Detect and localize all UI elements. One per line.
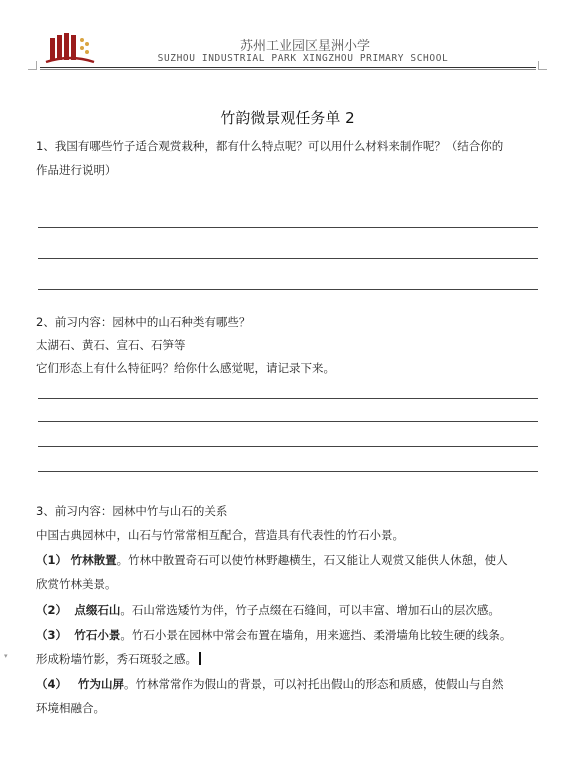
- text-cursor: [199, 652, 201, 665]
- q3-item-4-line2: 环境相融合。: [36, 701, 105, 715]
- answer-line[interactable]: [38, 398, 538, 399]
- answer-line[interactable]: [38, 227, 538, 228]
- header-rule-thin: [40, 69, 536, 70]
- q3-item-1-line1: [36, 553, 508, 567]
- margin-corner-right: [538, 61, 547, 70]
- item-text: 。竹石小景在园林中常会布置在墙角，用来遮挡、柔滑墙角比较生硬的线条。: [120, 628, 512, 642]
- answer-line[interactable]: [38, 446, 538, 447]
- item-text: 。竹林常常作为假山的背景，可以衬托出假山的形态和质感，使假山与自然: [123, 677, 504, 691]
- item-number: （1）: [36, 553, 68, 567]
- q2-followup: 它们形态上有什么特征吗？给你什么感觉呢，请记录下来。: [36, 361, 335, 375]
- item-term: 竹为山屏: [77, 677, 124, 691]
- school-name-cn: 苏州工业园区星洲小学: [239, 39, 370, 54]
- item-text: 。竹林中散置奇石可以使竹林野趣横生，石又能让人观赏又能供人休憩，使人: [116, 553, 508, 567]
- q3-item-3-line1: [36, 628, 511, 642]
- q1-line1: 1、我国有哪些竹子适合观赏栽种，都有什么特点呢？可以用什么材料来制作呢？（结合你的: [36, 139, 504, 153]
- item-term: 竹林散置: [70, 553, 117, 567]
- answer-line[interactable]: [38, 471, 538, 472]
- q3-item-2-line1: [36, 603, 500, 617]
- q3-intro: 中国古典园林中，山石与竹常常相互配合，营造具有代表性的竹石小景。: [36, 528, 404, 542]
- school-name-en: SUZHOU INDUSTRIAL PARK XINGZHOU PRIMARY SCHOOL: [157, 53, 449, 64]
- q1-line2: 作品进行说明）: [36, 163, 117, 177]
- item-term: 点缀石山: [74, 603, 121, 617]
- header-rule: [40, 67, 536, 68]
- item-term: 竹石小景: [74, 628, 121, 642]
- item-number: （4）: [36, 677, 68, 691]
- q2-prompt: 2、前习内容：园林中的山石种类有哪些？: [36, 315, 251, 329]
- document-header: [0, 0, 575, 75]
- item-text: 。石山常选矮竹为伴，竹子点缀在石缝间，可以丰富、增加石山的层次感。: [120, 603, 500, 617]
- answer-line[interactable]: [38, 289, 538, 290]
- q3-item-3-line2: [36, 652, 201, 666]
- q2-answer: 太湖石、黄石、宣石、石笋等: [36, 338, 186, 352]
- item-text: 形成粉墙竹影，秀石斑驳之感。: [36, 652, 197, 666]
- item-number: （3）: [36, 628, 68, 642]
- q3-prompt: 3、前习内容：园林中竹与山石的关系: [36, 504, 228, 518]
- margin-arrow-icon: ▾: [4, 652, 8, 660]
- margin-corner-left: [28, 61, 37, 70]
- answer-line[interactable]: [38, 258, 538, 259]
- item-number: （2）: [36, 603, 68, 617]
- page-title: 竹韵微景观任务单 2: [220, 109, 355, 127]
- q3-item-4-line1: [36, 677, 503, 691]
- answer-line[interactable]: [38, 421, 538, 422]
- q3-item-1-line2: 欣赏竹林美景。: [36, 577, 117, 591]
- school-logo-icon: [44, 30, 96, 66]
